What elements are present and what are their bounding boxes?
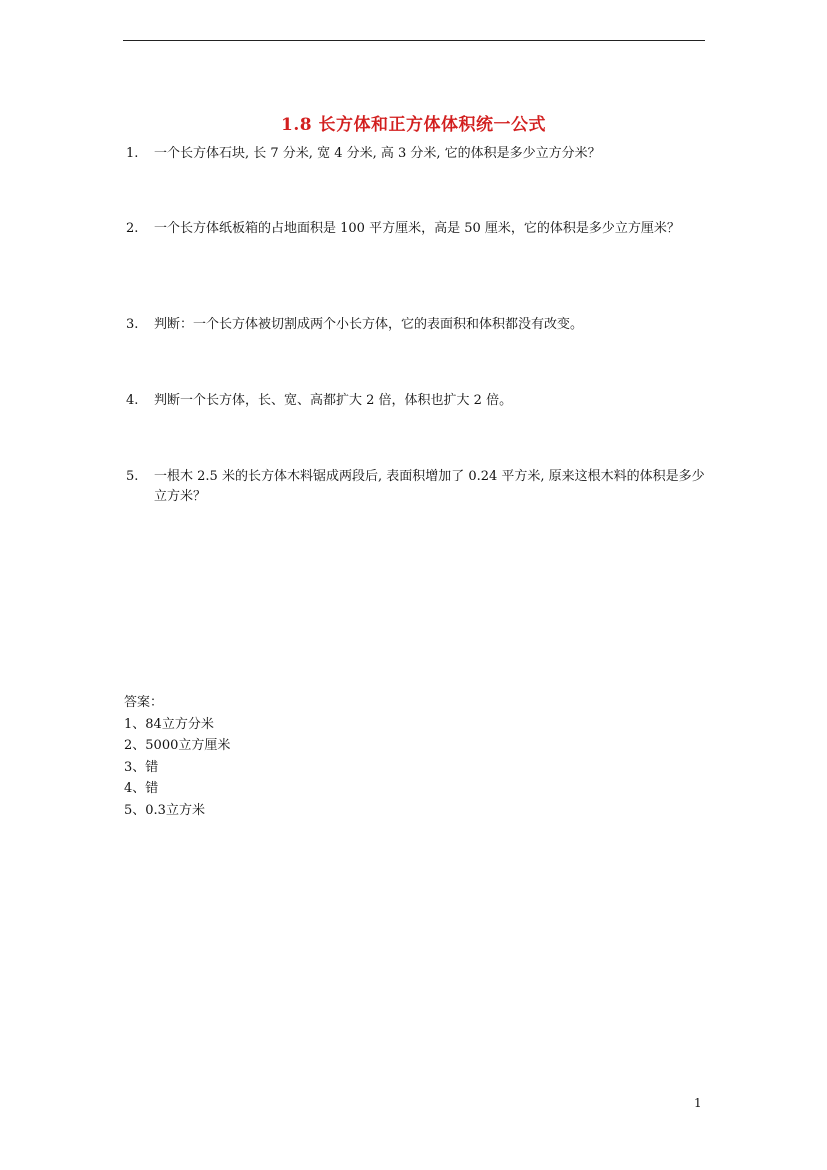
answer-item: 2、5000立方厘米 [124, 738, 231, 753]
question-text: 判断一个长方体，长、宽、高都扩大 2 倍，体积也扩大 2 倍。 [154, 393, 513, 408]
question-3 [126, 315, 706, 335]
question-4 [126, 391, 706, 411]
answers-section [124, 692, 230, 821]
question-number: 4. [126, 393, 139, 408]
question-number: 3. [126, 317, 139, 332]
question-text: 判断：一个长方体被切割成两个小长方体，它的表面积和体积都没有改变。 [154, 317, 584, 332]
question-2 [126, 219, 706, 239]
page-title: 1.8 长方体和正方体体积统一公式 [281, 115, 546, 135]
question-text: 一根木 2.5 米的长方体木料锯成两段后, 表面积增加了 0.24 平方米, 原来这根木料的体积是多少立方米？ [154, 469, 705, 504]
question-5 [126, 467, 706, 507]
question-number: 1. [126, 146, 139, 161]
page-number: 1 [694, 1096, 702, 1110]
answer-item: 1、84立方分米 [124, 716, 214, 732]
question-number: 2. [126, 221, 139, 236]
question-number: 5. [126, 469, 139, 484]
answers-heading: 答案： [124, 695, 164, 710]
question-1 [126, 144, 706, 164]
question-text: 一个长方体石块, 长 7 分米, 宽 4 分米, 高 3 分米, 它的体积是多少立方分米？ [154, 146, 601, 161]
question-text: 一个长方体纸板箱的占地面积是 100 平方厘米，高是 50 厘米，它的体积是多少立方厘米？ [154, 221, 680, 236]
answer-item: 3、错 [124, 759, 159, 775]
answer-item: 5、0.3立方米 [124, 802, 205, 818]
header-rule [123, 40, 705, 41]
answer-item: 4、错 [124, 781, 159, 796]
